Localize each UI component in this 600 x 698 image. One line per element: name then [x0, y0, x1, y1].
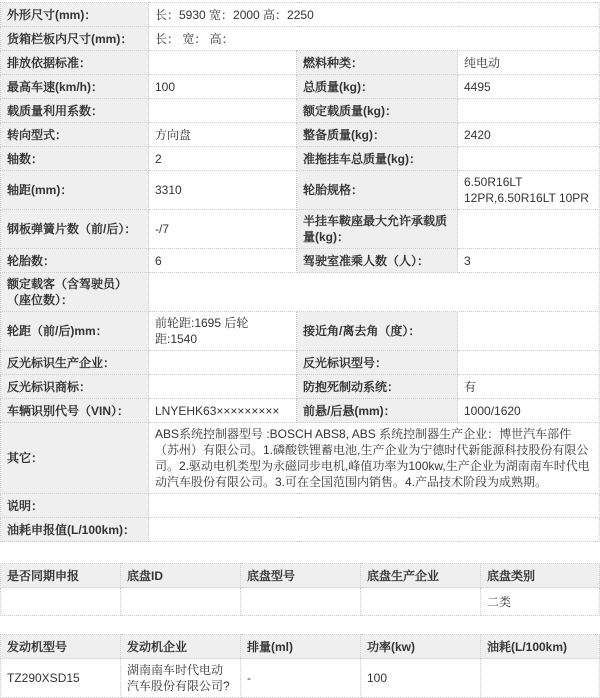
- label-total-mass: 总质量(kg)：: [297, 75, 458, 99]
- spec-row-remarks: [1, 494, 600, 518]
- label-towed-trailer-mass: 准拖挂车总质量(kg)：: [297, 147, 458, 171]
- label-max-speed: 最高车速(km/h)：: [1, 75, 149, 99]
- header-displacement: 排量(ml): [241, 635, 361, 659]
- spec-row-other: [1, 423, 600, 494]
- value-chassis-model: [241, 588, 361, 616]
- label-reflective-marking-model: 反光标识型号：: [297, 351, 458, 375]
- value-axle-count: 2: [149, 147, 297, 171]
- value-chassis-manufacturer: [361, 588, 481, 616]
- spec-row-utilization-rated-load: [1, 99, 600, 123]
- value-abs-system: 有: [458, 375, 600, 399]
- spec-row-trademark-abs: [1, 375, 600, 399]
- label-wheelbase: 轴距(mm)：: [1, 171, 149, 210]
- label-reflective-marking-trademark: 反光标识商标：: [1, 375, 149, 399]
- header-chassis-manufacturer: 底盘生产企业: [361, 564, 481, 588]
- label-tire-spec: 轮胎规格：: [297, 171, 458, 210]
- label-approach-departure-angle: 接近角/离去角（度）：: [297, 312, 458, 351]
- value-cargo-box-dimensions: 长： 宽： 高：: [149, 27, 600, 51]
- label-fuel-type: 燃料种类：: [297, 51, 458, 75]
- value-fuel-type: 纯电动: [458, 51, 600, 75]
- header-concurrent-declaration: 是否同期申报: [1, 564, 121, 588]
- label-other: 其它：: [1, 423, 149, 494]
- spec-row-steering-curb-mass: [1, 123, 600, 147]
- spec-row-springs-saddle: [1, 210, 600, 249]
- value-rated-passenger-capacity: [149, 273, 600, 312]
- value-tire-count: 6: [149, 249, 297, 273]
- value-curb-mass: 2420: [458, 123, 600, 147]
- label-vin: 车辆识别代号（VIN）：: [1, 399, 149, 423]
- value-rated-load-mass: [458, 99, 600, 123]
- header-chassis-model: 底盘型号: [241, 564, 361, 588]
- spec-row-rated-passengers: [1, 273, 600, 312]
- value-max-speed: 100: [149, 75, 297, 99]
- value-power: 100: [361, 659, 481, 698]
- engine-header-row: [1, 635, 600, 659]
- label-abs-system: 防抱死制动系统：: [297, 375, 458, 399]
- value-declared-fuel-consumption: [149, 518, 600, 542]
- value-saddle-max-load: [458, 210, 600, 249]
- chassis-table: [0, 563, 600, 616]
- header-fuel-consumption: 油耗(L/100km): [481, 635, 600, 659]
- value-overall-dimensions: 长：5930 宽：2000 高：2250: [149, 3, 600, 27]
- engine-data-row: [1, 659, 600, 698]
- value-front-rear-overhang: 1000/1620: [458, 399, 600, 423]
- label-steering-type: 转向型式：: [1, 123, 149, 147]
- spec-row-axles-trailer-mass: [1, 147, 600, 171]
- header-engine-model: 发动机型号: [1, 635, 121, 659]
- value-concurrent-declaration: [1, 588, 121, 616]
- value-total-mass: 4495: [458, 75, 600, 99]
- value-track-width: 前轮距:1695 后轮距:1540: [149, 312, 297, 351]
- label-reflective-marking-manufacturer: 反光标识生产企业：: [1, 351, 149, 375]
- spec-row-overall-dimensions: [1, 3, 600, 27]
- vehicle-spec-table: [0, 2, 600, 542]
- value-reflective-marking-trademark: [149, 375, 297, 399]
- spec-row-track-angles: [1, 312, 600, 351]
- value-leaf-spring-count: -/7: [149, 210, 297, 249]
- header-power: 功率(kw): [361, 635, 481, 659]
- spec-row-fuel-declared: [1, 518, 600, 542]
- value-tire-spec: 6.50R16LT 12PR,6.50R16LT 10PR: [458, 171, 600, 210]
- value-chassis-category: 二类: [481, 588, 600, 616]
- value-displacement: -: [241, 659, 361, 698]
- spec-row-tirecount-cabseats: [1, 249, 600, 273]
- label-load-utilization-factor: 载质量利用系数：: [1, 99, 149, 123]
- value-wheelbase: 3310: [149, 171, 297, 210]
- label-curb-mass: 整备质量(kg)：: [297, 123, 458, 147]
- header-engine-manufacturer: 发动机企业: [121, 635, 241, 659]
- label-declared-fuel-consumption: 油耗申报值(L/100km)：: [1, 518, 149, 542]
- label-cab-passenger-capacity: 驾驶室准乘人数（人）：: [297, 249, 458, 273]
- engine-table: [0, 634, 600, 698]
- chassis-header-row: [1, 564, 600, 588]
- header-chassis-id: 底盘ID: [121, 564, 241, 588]
- label-tire-count: 轮胎数：: [1, 249, 149, 273]
- spec-row-vin-overhang: [1, 399, 600, 423]
- value-reflective-marking-model: [458, 351, 600, 375]
- value-remarks: [149, 494, 600, 518]
- spec-row-reflective-manufacturer-model: [1, 351, 600, 375]
- spec-row-wheelbase-tires: [1, 171, 600, 210]
- spec-row-emission-fuel: [1, 51, 600, 75]
- label-saddle-max-load: 半挂车鞍座最大允许承载质量(kg)：: [297, 210, 458, 249]
- value-load-utilization-factor: [149, 99, 297, 123]
- value-towed-trailer-mass: [458, 147, 600, 171]
- value-chassis-id: [121, 588, 241, 616]
- value-engine-model: TZ290XSD15: [1, 659, 121, 698]
- value-fuel-consumption: [481, 659, 600, 698]
- label-cargo-box-dimensions: 货箱栏板内尺寸(mm)：: [1, 27, 149, 51]
- chassis-data-row: [1, 588, 600, 616]
- value-steering-type: 方向盘: [149, 123, 297, 147]
- label-rated-load-mass: 额定载质量(kg)：: [297, 99, 458, 123]
- value-approach-departure-angle: [458, 312, 600, 351]
- value-cab-passenger-capacity: 3: [458, 249, 600, 273]
- label-overall-dimensions: 外形尺寸(mm)：: [1, 3, 149, 27]
- value-emission-standard: [149, 51, 297, 75]
- spec-row-cargo-box-dimensions: [1, 27, 600, 51]
- value-other: ABS系统控制器型号 :BOSCH ABS8, ABS 系统控制器生产企业：博世汽车部件（苏州）有限公司。1.磷酸铁锂蓄电池,生产企业为宁德时代新能源科技股份有限公司。2.驱动电机类型为永磁同步电机,峰值功率为100kw,生产企业为湖南南车时代电动汽车股份有限公司。3.可在全国范围内销售。4.产品技术阶段为成熟期。: [149, 423, 600, 494]
- label-leaf-spring-count: 钢板弹簧片数（前/后）：: [1, 210, 149, 249]
- label-track-width: 轮距（前/后)mm：: [1, 312, 149, 351]
- label-emission-standard: 排放依据标准：: [1, 51, 149, 75]
- spec-row-speed-mass: [1, 75, 600, 99]
- value-reflective-marking-manufacturer: [149, 351, 297, 375]
- label-axle-count: 轴数：: [1, 147, 149, 171]
- label-front-rear-overhang: 前悬/后悬(mm)：: [297, 399, 458, 423]
- label-remarks: 说明：: [1, 494, 149, 518]
- label-rated-passenger-capacity: 额定载客（含驾驶员）（座位数）：: [1, 273, 149, 312]
- header-chassis-category: 底盘类别: [481, 564, 600, 588]
- value-engine-manufacturer: 湖南南车时代电动汽车股份有限公司?: [121, 659, 241, 698]
- value-vin: LNYEHK63×××××××××: [149, 399, 297, 423]
